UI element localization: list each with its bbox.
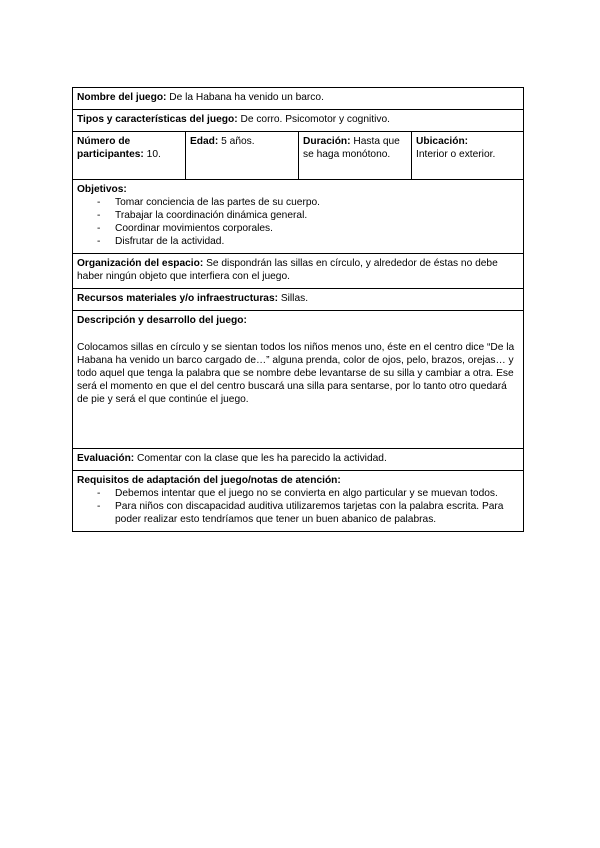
objective-item: - Tomar conciencia de las partes de su cuerpo. (93, 196, 519, 209)
game-sheet (72, 87, 523, 532)
space-label: Organización del espacio: (77, 258, 204, 269)
location-value: Interior o exterior. (416, 149, 496, 160)
location-label: Ubicación: (416, 136, 469, 147)
types-label: Tipos y características del juego: (77, 114, 238, 125)
description-row (73, 311, 524, 449)
space-row (73, 254, 524, 289)
space-value: Se dispondrán las sillas en círculo, y alrededor de éstas no debe haber ningún objeto que interfiera con el juego. (77, 258, 498, 282)
evaluation-row (73, 449, 524, 471)
resources-value: Sillas. (280, 293, 309, 304)
objective-item: - Coordinar movimientos corporales. (93, 222, 519, 235)
duration-cell (299, 132, 412, 180)
requirement-item: - Para niños con discapacidad auditiva utilizaremos tarjetas con la palabra escrita. Para poder realizar esto tendríamos que tener un buen abanico de palabras. (93, 500, 519, 526)
participants-value: 10. (146, 149, 161, 160)
types-value: De corro. Psicomotor y cognitivo. (240, 114, 390, 125)
objectives-list (77, 196, 519, 248)
resources-label: Recursos materiales y/o infraestructuras: (77, 293, 279, 304)
evaluation-value: Comentar con la clase que les ha parecido la actividad. (137, 453, 387, 464)
evaluation-cell (73, 449, 524, 471)
resources-row (73, 289, 524, 311)
name-cell (73, 88, 524, 110)
description-label: Descripción y desarrollo del juego: (77, 315, 247, 326)
name-value: De la Habana ha venido un barco. (169, 92, 324, 103)
requirements-list (77, 487, 519, 526)
duration-value: Hasta que se haga monótono. (303, 136, 400, 160)
types-row (73, 110, 524, 132)
space-cell (73, 254, 524, 289)
age-value: 5 años. (221, 136, 255, 147)
types-cell (73, 110, 524, 132)
requirement-item: - Debemos intentar que el juego no se convierta en algo particular y se muevan todos. (93, 487, 519, 500)
info-row (73, 132, 524, 180)
age-label: Edad: (190, 136, 219, 147)
requirements-row (73, 471, 524, 532)
evaluation-label: Evaluación: (77, 453, 135, 464)
participants-label: Número de participantes: (77, 136, 144, 160)
duration-label: Duración: (303, 136, 351, 147)
description-text: Colocamos sillas en círculo y se sientan todos los niños menos uno, éste en el centro dice “De la Habana ha venido un barco cargado de…” alguna prenda, color de ojos, pelo, brazos, orejas… y todo aquel que tenga la palabra que se nombre debe levantarse de su silla y cambiar a otra. Ese será el momento en que el del centro buscará una silla para sentarse, por lo tanto otro quedará de pie y será el que continúe el juego. (77, 342, 515, 405)
location-cell (412, 132, 524, 180)
name-label: Nombre del juego: (77, 92, 167, 103)
participants-cell (73, 132, 186, 180)
resources-cell (73, 289, 524, 311)
game-table (72, 87, 524, 532)
objective-item: - Disfrutar de la actividad. (93, 235, 519, 248)
objective-item: - Trabajar la coordinación dinámica general. (93, 209, 519, 222)
name-row (73, 88, 524, 110)
objectives-label: Objetivos: (77, 184, 127, 195)
description-cell (73, 311, 524, 449)
age-cell (186, 132, 299, 180)
requirements-cell (73, 471, 524, 532)
objectives-cell (73, 180, 524, 254)
objectives-row (73, 180, 524, 254)
requirements-label: Requisitos de adaptación del juego/notas de atención: (77, 475, 341, 486)
